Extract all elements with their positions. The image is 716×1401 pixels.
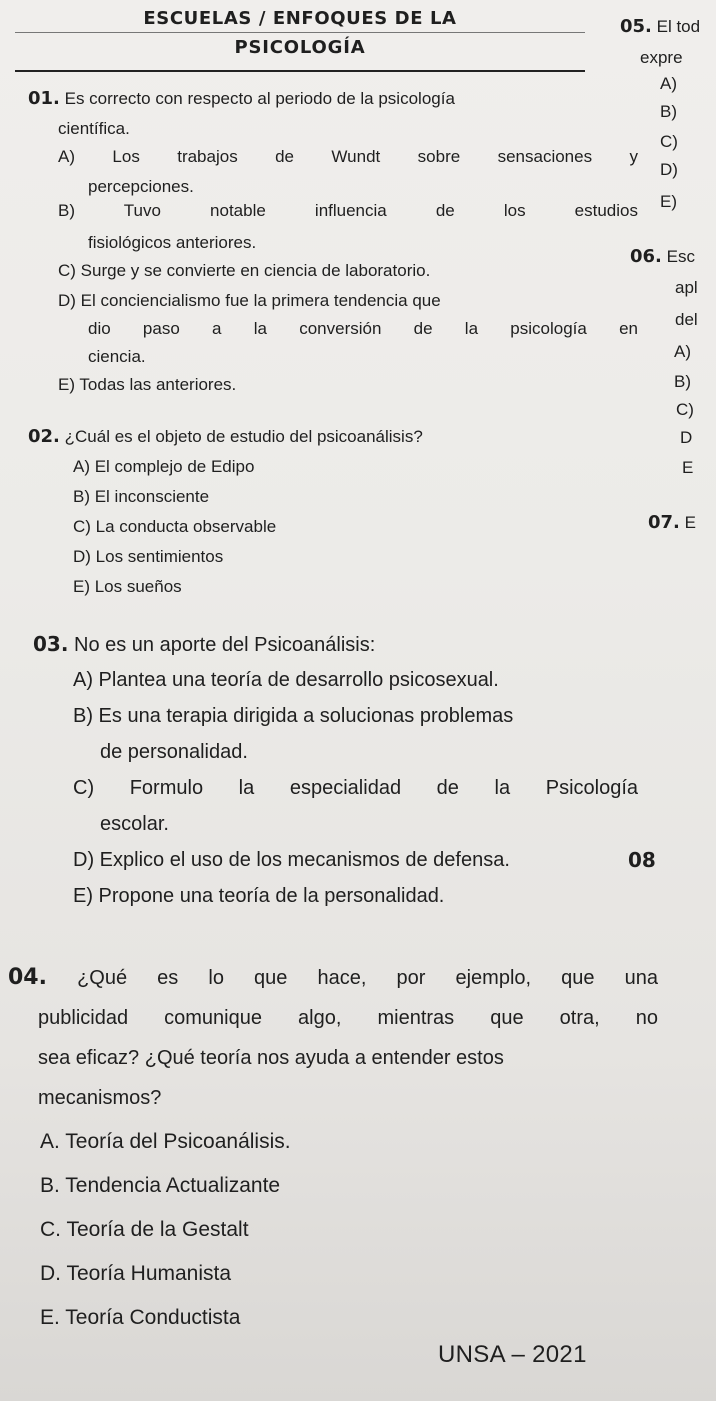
option-6c[interactable]: C) [676,400,694,419]
option-5e[interactable]: E) [660,192,677,211]
option-5a[interactable]: A) [660,74,677,93]
option-1b-cont: fisiológicos anteriores. [88,233,257,252]
question-4-line4: mecanismos? [38,1087,162,1109]
option-2c[interactable]: C) La conducta observable [73,517,277,536]
option-1d-cont2: ciencia. [88,347,146,366]
option-4c[interactable]: C. Teoría de la Gestalt [40,1218,249,1241]
option-2a[interactable]: A) El complejo de Edipo [73,457,255,476]
question-4-line2: publicidad comunique algo, mientras que otra, no [38,1007,658,1029]
question-text: ¿Cuál es el objeto de estudio del psicoanálisis? [64,427,423,446]
section-header [15,8,585,70]
option-1a-cont: percepciones. [88,177,194,196]
option-3c[interactable]: C) Formulo la especialidad de la Psicología [73,777,638,799]
option-3e[interactable]: E) Propone una teoría de la personalidad. [73,885,445,907]
right-column-clipped [620,8,716,908]
option-3c-cont: escolar. [100,813,169,835]
question-number: 03. [33,632,69,656]
option-1e[interactable]: E) Todas las anteriores. [58,375,237,394]
option-2e[interactable]: E) Los sueños [73,577,182,596]
option-1c[interactable]: C) Surge y se convierte en ciencia de laboratorio. [58,261,431,280]
option-4e[interactable]: E. Teoría Conductista [40,1306,241,1329]
question-1-cont: científica. [58,119,130,138]
option-3d[interactable]: D) Explico el uso de los mecanismos de defensa. [73,849,510,871]
option-6e[interactable]: E [682,458,694,477]
option-6a[interactable]: A) [674,342,691,361]
option-3b[interactable]: B) Es una terapia dirigida a solucionas problemas [73,705,514,727]
option-5c[interactable]: C) [660,132,678,151]
option-4d[interactable]: D. Teoría Humanista [40,1262,232,1285]
option-4b[interactable]: B. Tendencia Actualizante [40,1174,281,1197]
question-3 [33,626,643,663]
question-7: 07. E [648,512,696,533]
option-2b[interactable]: B) El inconsciente [73,487,210,506]
option-5d[interactable]: D) [660,160,678,179]
question-2 [28,422,638,452]
option-2d[interactable]: D) Los sentimientos [73,547,224,566]
question-6-cont2: del [675,310,698,329]
option-1d[interactable]: D) El conciencialismo fue la primera tendencia que [58,291,441,310]
option-3a[interactable]: A) Plantea una teoría de desarrollo psicosexual. [73,669,499,691]
header-title-line2: PSICOLOGÍA [234,37,366,58]
question-text-line1: ¿Qué es lo que hace, por ejemplo, que una [77,967,658,989]
option-1d-cont: dio paso a la conversión de la psicología en [88,319,638,338]
option-1a[interactable]: A) Los trabajos de Wundt sobre sensaciones y [58,147,638,166]
option-6b[interactable]: B) [674,372,691,391]
option-5b[interactable]: B) [660,102,677,121]
footer-exam-label: UNSA – 2021 [438,1341,587,1368]
question-5-cont: expre [640,48,683,67]
question-4-line3: sea eficaz? ¿Qué teoría nos ayuda a entender estos [38,1047,504,1069]
question-number: 01. [28,88,60,109]
question-number: 04. [8,965,47,990]
option-4a[interactable]: A. Teoría del Psicoanálisis. [40,1130,291,1153]
question-4 [8,960,658,996]
header-title-line1: ESCUELAS / ENFOQUES DE LA [143,8,457,29]
option-1b[interactable]: B) Tuvo notable influencia de los estudios [58,201,638,220]
question-6-cont1: apl [675,278,698,297]
question-6: 06. Esc [630,246,695,267]
header-divider [15,70,585,72]
option-3b-cont: de personalidad. [100,741,248,763]
header-divider-top [15,32,585,33]
question-number: 02. [28,426,60,447]
question-5: 05. El tod [620,16,701,37]
question-1 [28,84,638,114]
question-text: Es correcto con respecto al periodo de la psicología [64,89,455,108]
question-text: No es un aporte del Psicoanálisis: [74,634,376,656]
question-8: 08 [628,848,656,872]
option-6d[interactable]: D [680,428,693,447]
